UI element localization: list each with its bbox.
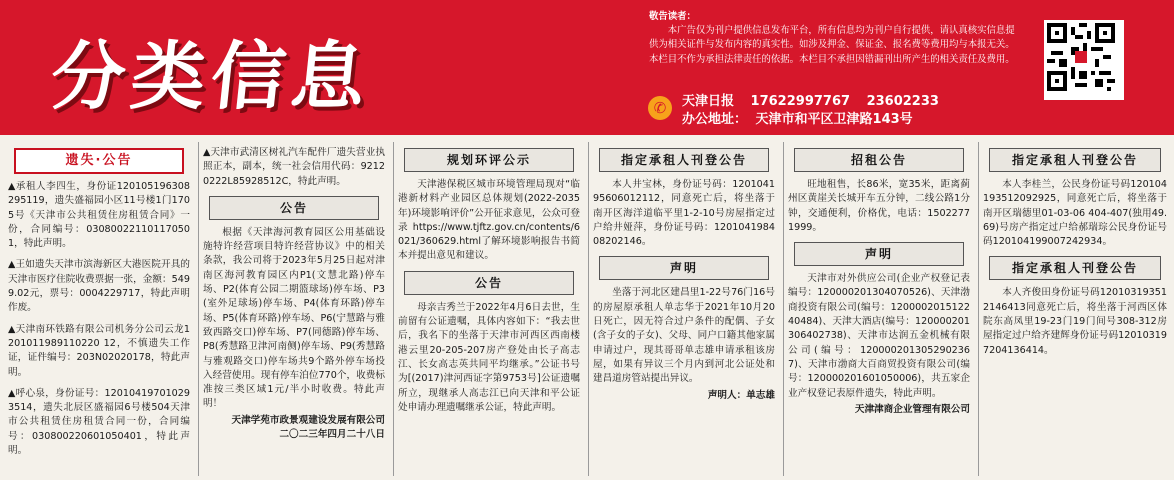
announcement-signer: 天津学苑市政景观建设发展有限公司 — [231, 414, 385, 426]
reader-notice-title: 敬告读者： — [649, 11, 696, 22]
column-divider — [783, 142, 784, 476]
tenant-notice-body: 本人李桂兰，公民身份证号码120104193512092925，同意死亡后，将坐落于南开区瑞德里01-03-06 404-407(独用49.69)号房产指定过户给郝瑞琮公民身份证号码120104199007242934。 — [983, 179, 1167, 248]
reader-notice-body: 本广告仅为刊户提供信息发布平台，所有信息均为刊户自行提供，请认真核实信息提供为相关证件与发布内容的真实性。如涉及押金、保证金、报名费等费用均与本报无关。本栏目不作为承担法律责任的依据。本栏目不承担因错漏刊出所产生的相关责任及费用。 — [649, 25, 1015, 65]
announcement-body: 根据《天津海河教育园区公用基础设施特许经营项目特许经营协议》中的相关条款，我公司将于2023年5月25日起对津南区海河教育园区内P1(文慧北路)停车场、P2(体育公园二期篮球场)停车场、P3(室外足球场)停车场、P4(体育环路)停车场、P5(体育环路)停车场、P6(宁慧路与雅致西路交口)停车场、P7(同德路)停车场、P8(秀慧路卫津河南侧)停车场、P9(秀慧路与雅观路交口)停车场共9个路外停车场投入经营使用。现有停车泊位770个，收费标准按三类区域1元/半小时收费。特此声明！ — [203, 226, 385, 410]
section-heading: 公告 — [209, 196, 379, 220]
column-designated-tenant-2 — [983, 146, 1167, 476]
section-heading: 声明 — [794, 242, 964, 266]
statement-body: 天津市对外供应公司(企业产权登记表编号：120000201304070526)、天津渤商投资有限公司(编号：120000201512240484)、天津大酒店(编号：120000201306402738)、天津市达润五金机械有限公司(编号：120000201305290236 7)、天津市渤商大百商贸投资有限公司(编号：120000201601050006)，共五家企业产权登记表原件遗失，特此声明。 — [788, 273, 970, 399]
statement-signer: 声明人：单志雄 — [707, 389, 775, 401]
contact-block — [648, 90, 968, 126]
column-divider — [198, 142, 199, 476]
contact-address — [682, 108, 925, 127]
notice-item: ▲呼心泉，身份证号：120104197010293514，遗失北辰区盛福园6号楼504天津市公共租赁住房租赁合同一份，合同编号：030800220601050401，特此声明。 — [8, 387, 190, 457]
section-heading: 招租公告 — [794, 148, 964, 172]
notice-item: ▲承租人李四生，身份证120105196308295119，遗失盛福园小区11号楼1门1705号《天津市公共租赁住房租赁合同》一份，合同编号：030800221101170501，特此声明。 — [8, 181, 190, 250]
section-heading: 指定承租人刊登公告 — [599, 148, 769, 172]
reader-notice — [649, 10, 1017, 67]
contact-phones — [682, 90, 951, 109]
section-heading: 规划环评公示 — [404, 148, 574, 172]
section-heading: 公告 — [404, 271, 574, 295]
column-rental — [788, 146, 970, 476]
section-title: 分类信息 — [46, 34, 376, 120]
phone-number: 23602233 — [866, 94, 939, 109]
section-heading: 指定承租人刊登公告 — [989, 148, 1161, 172]
column-lost-notices — [8, 146, 190, 476]
column-announcements — [203, 146, 385, 476]
statement-signer: 天津津商企业管理有限公司 — [854, 403, 970, 415]
column-eia-notice — [398, 146, 580, 476]
tenant-notice-body: 本人井宝林，身份证号码：120104195606012112，同意死亡后，将坐落于南开区海洋道临平里1-2-10号房屋指定过户给井娅萍，身份证号码：120104198408202146。 — [593, 179, 775, 248]
newspaper-name: 天津日报 — [682, 94, 735, 109]
phone-icon: ✆ — [648, 96, 672, 120]
classified-header-banner — [0, 0, 1174, 135]
qr-code-icon — [1044, 20, 1124, 100]
notice-item: ▲天津市武清区树礼汽车配件厂遗失营业执照正本，副本，统一社会信用代码：92120222L85928512C，特此声明。 — [203, 147, 385, 187]
column-divider — [978, 142, 979, 476]
column-designated-tenant — [593, 146, 775, 476]
phone-number: 17622997767 — [750, 94, 851, 109]
section-heading: 声明 — [599, 256, 769, 280]
tenant-notice-body: 本人齐俊田身份证号码120103193512146413同意死亡后，将坐落于河西区体院东高凤里19-23门19门间号308-312房屋指定过户给齐建辉身份证号码120103197204136414。 — [983, 287, 1167, 356]
statement-body: 坐落于河北区建昌里1-22号76门16号的房屋原承租人单志华于2021年10月20日死亡，因无符合过户条件的配偶、子女(含子女的子女)、父母、同户口籍其他家属申请过户，现其哥哥单志雄申请承租该房屋，如果有异议三个月内到河北公证处和建昌道房管站提出异议。 — [593, 287, 775, 385]
column-divider — [588, 142, 589, 476]
section-heading: 指定承租人刊登公告 — [989, 256, 1161, 280]
eia-notice-body: 天津港保税区城市环境管理局现对“临港新材料产业园区总体规划(2022-2035年)环境影响评价”公开征求意见，公众可登录https://www.tjftz.gov.cn/contents/6021/360629.html了解环境影响报告书简本并提出意见和建议。 — [398, 179, 580, 262]
announcement-body: 母亲吉秀兰于2022年4月6日去世，生前留有公证遗嘱，具体内容如下：“我去世后，我名下的坐落于天津市河西区西南楼港云里20-205-207房产登处由长子高志江、长女高志英共同平均继承。”公证书号为[(2017)津河西证字第9753号]公证遗嘱所立，现继承人高志江已向天津和平公证处申请办理遗嘱继承公证，特此声明。 — [398, 301, 580, 413]
column-divider — [393, 142, 394, 476]
rental-notice-body: 旺地租售，长86米，宽35米，距离蓟州区黄崖关长城开车五分钟，二线公路1分钟，交通便利，价格优，电话：15022771999。 — [788, 179, 970, 233]
address-value: 天津市和平区卫津路143号 — [755, 112, 913, 127]
notice-item: ▲天津南环铁路有限公司机务分公司云龙1201011989110220 12，不慎遗失工作证，证件编号：203N02020178，特此声明。 — [8, 323, 190, 378]
notice-item: ▲王如遗失天津市滨海新区大港医院开具的天津市医疗住院收费票据一张，金额：5499.02元，票号：0004229717，特此声明作废。 — [8, 259, 190, 314]
address-label: 办公地址： — [682, 112, 748, 127]
announcement-date: 二〇二三年四月二十八日 — [279, 429, 385, 441]
section-heading: 遗失·公告 — [14, 148, 184, 174]
